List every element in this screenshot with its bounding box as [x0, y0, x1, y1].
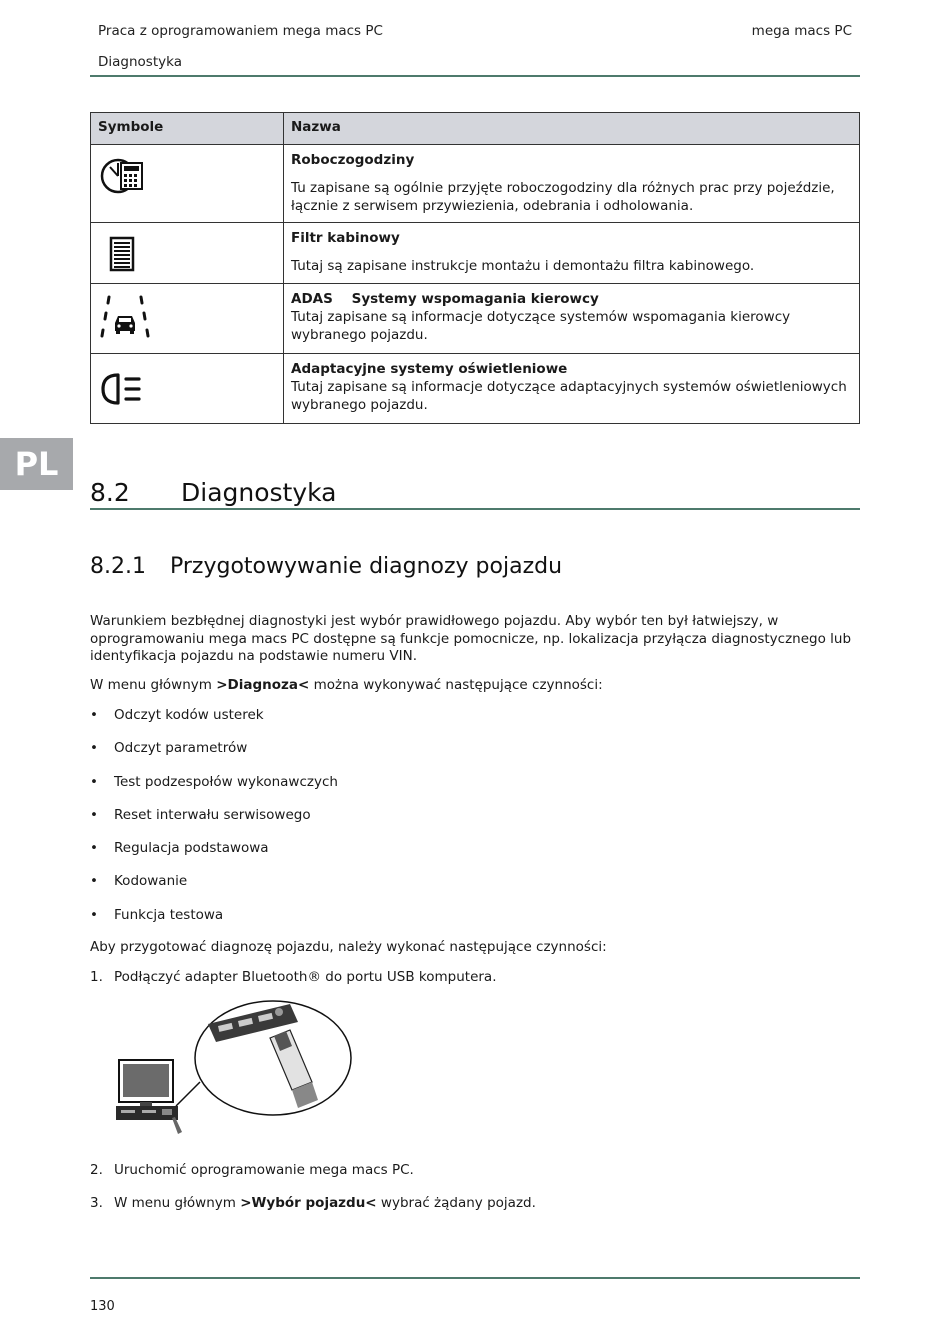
table-row	[91, 354, 860, 424]
subsection-number: 8.2.1	[90, 554, 146, 579]
bluetooth-adapter-usb-illustration	[112, 1000, 357, 1142]
row-title: Adaptacyjne systemy oświetleniowe	[291, 361, 568, 377]
step-number: 3.	[90, 1195, 103, 1211]
header-divider	[90, 75, 860, 77]
table-row	[91, 284, 860, 354]
computer-icon	[116, 1060, 182, 1134]
step-item	[90, 1162, 414, 1178]
menu-text-end: można wykonywać następujące czynności:	[309, 677, 603, 693]
running-header-title: Praca z oprogramowaniem mega macs PC	[98, 23, 383, 39]
step-text: Uruchomić oprogramowanie mega macs PC.	[114, 1162, 414, 1178]
row-title: Roboczogodziny	[291, 152, 415, 168]
symbol-cell	[91, 354, 284, 424]
name-cell	[284, 284, 860, 354]
cabin-filter-icon	[109, 236, 135, 272]
step-text-end: wybrać żądany pojazd.	[376, 1195, 536, 1211]
row-title: ADAS Systemy wspomagania kierowcy	[291, 291, 599, 307]
name-cell	[284, 145, 860, 223]
footer-divider	[90, 1277, 860, 1279]
running-header-product: mega macs PC	[751, 23, 852, 39]
table-header-row	[91, 113, 860, 145]
menu-paragraph	[90, 677, 860, 695]
list-item: • Test podzespołów wykonawczych	[90, 772, 860, 805]
menu-text: W menu głównym	[90, 677, 217, 693]
page-number: 130	[90, 1299, 115, 1314]
list-item: • Reset interwału serwisowego	[90, 805, 860, 838]
table-row	[91, 145, 860, 223]
symbol-table	[90, 112, 860, 424]
step-text: Podłączyć adapter Bluetooth® do portu USB komputera.	[114, 969, 497, 985]
list-item: • Odczyt kodów usterek	[90, 705, 860, 738]
symbol-cell	[91, 145, 284, 223]
labor-time-icon	[99, 155, 145, 199]
steps-intro: Aby przygotować diagnozę pojazdu, należy wykonać następujące czynności:	[90, 939, 607, 955]
row-description: Tutaj zapisane są informacje dotyczące adaptacyjnych systemów oświetleniowych wybranego pojazdu.	[291, 379, 847, 413]
symbol-cell	[91, 284, 284, 354]
symbol-cell	[91, 223, 284, 284]
running-header-chapter: Diagnostyka	[98, 54, 182, 70]
list-item: • Odczyt parametrów	[90, 738, 860, 771]
adaptive-headlight-icon	[101, 371, 151, 407]
table-row	[91, 223, 860, 284]
step-item	[90, 1195, 536, 1211]
section-title: Diagnostyka	[181, 478, 337, 507]
step-number: 1.	[90, 969, 103, 985]
row-description: Tutaj zapisane są informacje dotyczące systemów wspomagania kierowcy wybranego pojazdu.	[291, 309, 791, 343]
name-cell	[284, 223, 860, 284]
list-item: • Regulacja podstawowa	[90, 838, 860, 871]
step-text: W menu głównym	[114, 1195, 241, 1211]
step-number: 2.	[90, 1162, 103, 1178]
col-header-name: Nazwa	[284, 113, 860, 145]
list-item: • Kodowanie	[90, 871, 860, 904]
step-item	[90, 969, 497, 985]
subsection-title: Przygotowywanie diagnozy pojazdu	[170, 554, 563, 579]
step-menu-name: >Wybór pojazdu<	[240, 1195, 377, 1211]
row-description: Tutaj są zapisane instrukcje montażu i demontażu filtra kabinowego.	[291, 258, 755, 274]
col-header-symbol: Symbole	[91, 113, 284, 145]
list-item: • Funkcja testowa	[90, 905, 860, 938]
name-cell	[284, 354, 860, 424]
section-number: 8.2	[90, 478, 130, 507]
intro-paragraph: Warunkiem bezbłędnej diagnostyki jest wybór prawidłowego pojazdu. Aby wybór ten był łatwiejszy, w oprogramowaniu mega macs PC dostępne są funkcje pomocnicze, np. lokalizacja przyłącza diagnostycznego lub identyfikacja pojazdu na podstawie numeru VIN.	[90, 613, 852, 664]
row-description: Tu zapisane są ogólnie przyjęte roboczogodziny dla różnych prac przy pojeździe, łącznie z serwisem przywiezienia, odebrania i odholowania.	[291, 180, 835, 214]
language-tab: PL	[0, 438, 73, 490]
section-divider	[90, 508, 860, 510]
menu-name: >Diagnoza<	[216, 677, 310, 693]
adas-car-icon	[100, 294, 150, 344]
subsection-heading	[90, 554, 562, 579]
function-list	[90, 705, 860, 938]
section-heading	[90, 478, 337, 507]
row-title: Filtr kabinowy	[291, 230, 400, 246]
